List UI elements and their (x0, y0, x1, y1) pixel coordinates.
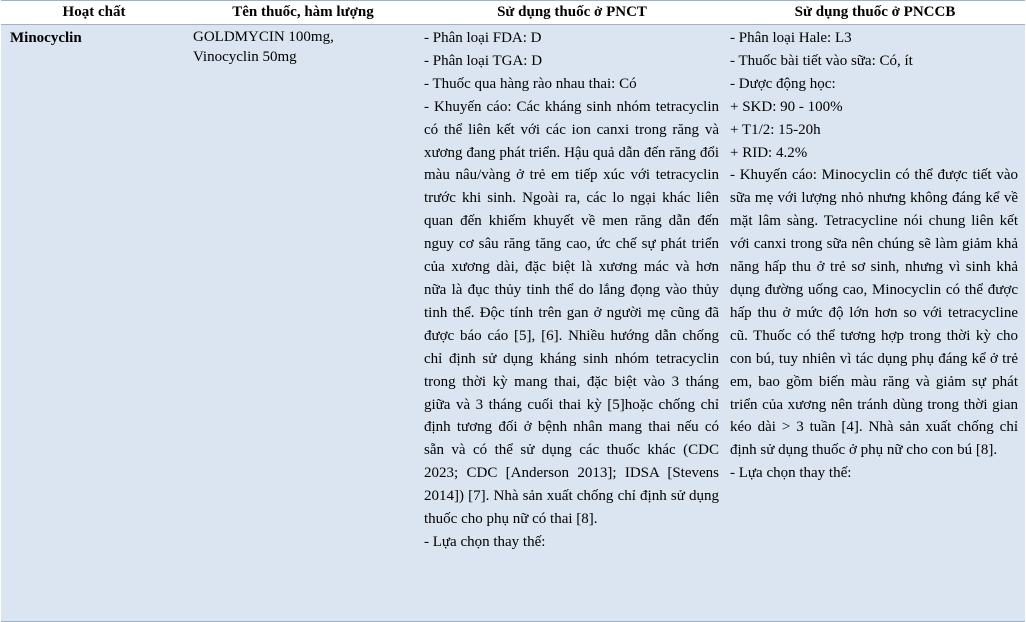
pnct-placenta: - Thuốc qua hàng rào nhau thai: Có (424, 75, 637, 92)
header-active-ingredient: Hoạt chất (1, 1, 187, 25)
cell-drug-names (187, 25, 419, 622)
header-pnct: Sử dụng thuốc ở PNCT (419, 1, 725, 25)
pnct-fda-category: - Phân loại FDA: D (424, 30, 542, 46)
pnccb-milk-excretion: - Thuốc bài tiết vào sữa: Có, ít (730, 52, 913, 69)
pnct-tga-category: - Phân loại TGA: D (424, 52, 543, 69)
cell-pnccb (725, 25, 1025, 622)
header-row (1, 1, 1025, 25)
cell-pnct (419, 25, 725, 622)
header-pnccb: Sử dụng thuốc ở PNCCB (725, 1, 1025, 25)
pnccb-skd: + SKD: 90 - 100% (730, 98, 843, 115)
drug-info-table (1, 0, 1025, 622)
pnccb-rid: + RID: 4.2% (730, 144, 808, 161)
pnct-recommendation: - Khuyến cáo: Các kháng sinh nhóm tetracyclin có thể liên kết với các ion canxi trong răng và xương đang phát triển. Hậu quả dẫn đến răng đổi màu nâu/vàng ở trẻ em tiếp xúc với tetracyclin trước khi sinh. Ngoài ra, các lo ngại khác liên quan đến khiếm khuyết về men răng dẫn đến nguy cơ sâu răng tăng cao, ức chế sự phát triển của xương dài, đặc biệt là xương mác và hơn nữa là đục thủy tinh thể do lắng đọng vào thủy tinh thể. Độc tính trên gan ở người mẹ cũng đã được báo cáo [5], [6]. Nhiều hướng dẫn chống chỉ định sử dụng kháng sinh nhóm tetracyclin trong thời kỳ mang thai, đặc biệt vào 3 tháng giữa và 3 tháng cuối thai kỳ [5]hoặc chống chỉ định tương đối ở bệnh nhân mang thai nếu có sẵn và có thể sử dụng các thuốc khác (CDC 2023; CDC [Anderson 2013]; IDSA [Stevens 2014]) [7]. Nhà sản xuất chống chỉ định sử dụng thuốc cho phụ nữ có thai [8]. (424, 98, 719, 528)
table-body (1, 25, 1025, 622)
header-drug-name: Tên thuốc, hàm lượng (187, 1, 419, 25)
pnccb-half-life: + T1/2: 15-20h (730, 121, 821, 138)
drug-name-1: GOLDMYCIN 100mg, (193, 29, 334, 45)
pnccb-pk-title: - Dược động học: (730, 75, 836, 92)
pnct-alternatives: - Lựa chọn thay thế: (424, 533, 546, 550)
table-row (1, 25, 1025, 622)
table-header (1, 1, 1025, 25)
pnccb-hale-category: - Phân loại Hale: L3 (730, 30, 852, 46)
pnccb-alternatives: - Lựa chọn thay thế: (730, 465, 852, 482)
cell-active-ingredient: Minocyclin (1, 25, 187, 622)
drug-name-2: Vinocyclin 50mg (193, 49, 297, 65)
pnccb-recommendation: - Khuyến cáo: Minocyclin có thể được tiết vào sữa mẹ với lượng nhỏ nhưng không đáng kể về mặt lâm sàng. Tetracycline nói chung liên kết với canxi trong sữa nên chúng sẽ làm giảm khả năng hấp thu ở trẻ sơ sinh, nhưng vì sinh khả dụng đường uống cao, Minocyclin có thể được hấp thu ở mức độ lớn hơn so với tetracycline cũ. Thuốc có thể tương hợp trong thời kỳ cho con bú, tuy nhiên vì tác dụng phụ đáng kể ở trẻ em, bao gồm biến màu răng và giảm sự phát triển của xương nên tránh dùng trong thời gian kéo dài > 3 tuần [4]. Nhà sản xuất chống chỉ định sử dụng thuốc ở phụ nữ cho con bú [8]. (730, 167, 1018, 459)
